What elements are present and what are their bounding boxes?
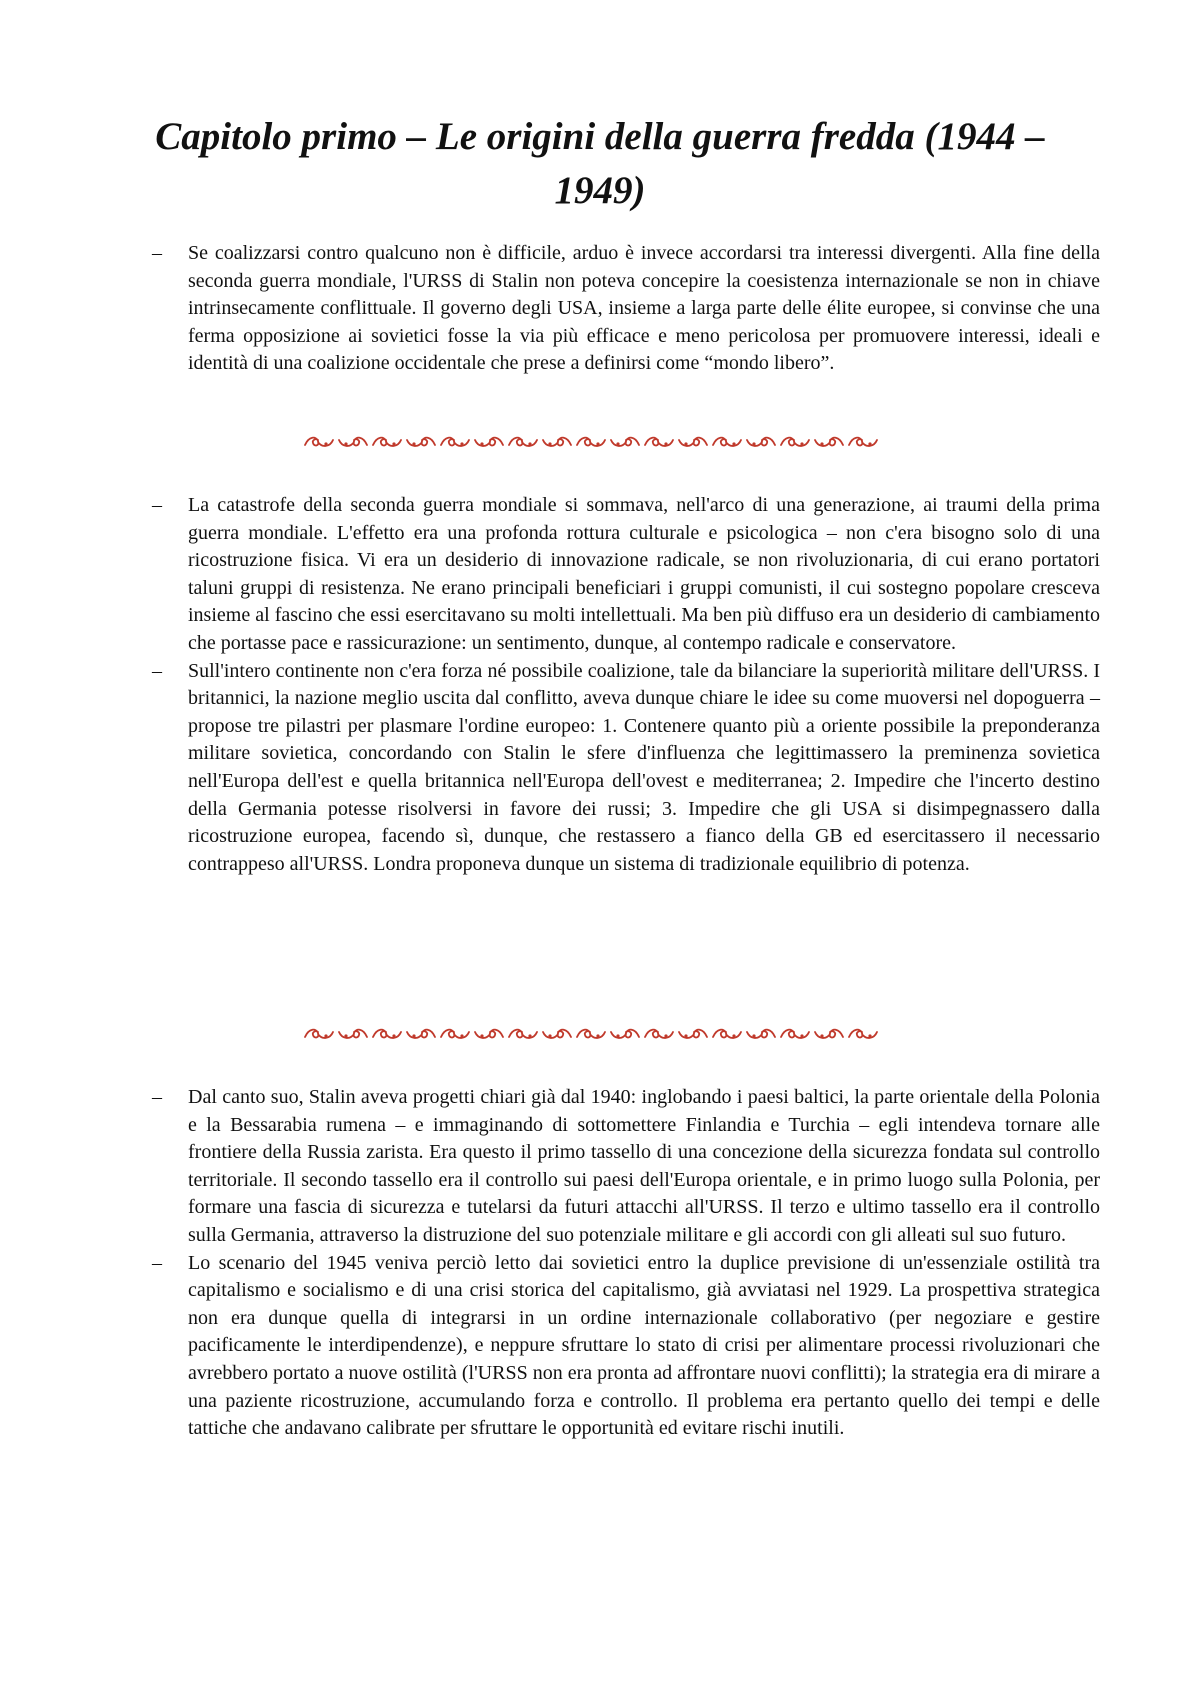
bullet-dash: – <box>152 659 162 682</box>
scroll-ornament-icon <box>679 438 707 446</box>
list-item <box>152 1084 1100 1250</box>
scroll-ornament-icon <box>407 438 435 446</box>
scroll-ornament-icon <box>747 1030 775 1038</box>
bullet-dash: – <box>152 1251 162 1274</box>
scroll-ornament-icon <box>611 438 639 446</box>
scroll-ornament-icon <box>339 1030 367 1038</box>
scroll-ornament-icon <box>781 438 809 446</box>
paragraph-text: La catastrofe della seconda guerra mondiale si sommava, nell'arco di una generazione, ai traumi della prima guerra mondiale. L'effetto era una profonda rottura culturale e psicologica – non c'era bisogno solo di una ricostruzione fisica. Vi era un desiderio di innovazione radicale, se non rivoluzionaria, di cui erano portatori taluni gruppi di resistenza. Ne erano principali beneficiari i gruppi comunisti, il cui sostegno popolare cresceva insieme al fascino che essi esercitavano su molti intellettuali. Ma ben più diffuso era un desiderio di cambiamento che portasse pace e rassicurazione: un sentimento, dunque, al contempo radicale e conservatore. <box>188 494 1100 654</box>
paragraph-text: Sull'intero continente non c'era forza né possibile coalizione, tale da bilanciare la superiorità militare dell'URSS. I britannici, la nazione meglio uscita dal conflitto, aveva dunque chiare le idee su come muoversi nel dopoguerra – propose tre pilastri per plasmare l'ordine europeo: 1. Contenere quanto più a oriente possibile la preponderanza militare sovietica, concordando con Stalin le sfere d'influenza che legittimassero la preminenza sovietica nell'Europa dell'est e quella britannica nell'Europa dell'ovest e mediterranea; 2. Impedire che l'incerto destino della Germania potesse risolversi in favore dei russi; 3. Impedire che gli USA si disimpegnassero dalla ricostruzione europea, facendo sì, dunque, che restassero a fianco della GB ed esercitassero il necessario contrappeso all'URSS. Londra proponeva dunque un sistema di tradizionale equilibrio di potenza. <box>188 659 1100 875</box>
scroll-ornament-icon <box>645 438 673 446</box>
scroll-ornament-icon <box>407 1030 435 1038</box>
scroll-ornament-icon <box>645 1030 673 1038</box>
paragraph-text: Se coalizzarsi contro qualcuno non è difficile, arduo è invece accordarsi tra interessi divergenti. Alla fine della seconda guerra mondiale, l'URSS di Stalin non poteva concepire la coesistenza internazionale se non in chiave intrinsecamente conflittuale. Il governo degli USA, insieme a larga parte delle élite europee, si convinse che una ferma opposizione ai sovietici fosse la via più efficace e meno pericolosa per promuovere interessi, ideali e identità di una coalizione occidentale che prese a definirsi come “mondo libero”. <box>188 242 1100 375</box>
scroll-ornament-icon <box>373 438 401 446</box>
scroll-ornament-icon <box>781 1030 809 1038</box>
bullet-list-section-2 <box>152 492 1100 878</box>
ornamental-divider-icon <box>298 432 902 452</box>
scroll-ornament-icon <box>849 1030 877 1038</box>
scroll-ornament-icon <box>713 1030 741 1038</box>
scroll-ornament-icon <box>339 438 367 446</box>
list-item <box>152 492 1100 658</box>
scroll-ornament-icon <box>441 438 469 446</box>
scroll-ornament-icon <box>441 1030 469 1038</box>
scroll-ornament-icon <box>713 438 741 446</box>
paragraph-text: Lo scenario del 1945 veniva perciò letto dai sovietici entro la duplice previsione di un'essenziale ostilità tra capitalismo e socialismo e di una crisi storica del capitalismo, già avviatasi nel 1929. La prospettiva strategica non era dunque quella di integrarsi in un ordine internazionale collaborativo (per negoziare e gestire pacificamente le interdipendenze), e neppure sfruttare lo stato di crisi per alimentare processi rivoluzionari che avrebbero portato a nuove ostilità (l'URSS non era pronta ad affrontare nuovi conflitti); la strategia era di mirare a una paziente ricostruzione, accumulando forza e controllo. Il problema era pertanto quello dei tempi e delle tattiche che andavano calibrate per sfruttare le opportunità ed evitare rischi inutili. <box>188 1251 1100 1440</box>
scroll-ornament-icon <box>543 438 571 446</box>
list-item <box>152 1250 1100 1443</box>
list-item <box>152 240 1100 378</box>
scroll-ornament-icon <box>305 1030 333 1038</box>
scroll-ornament-icon <box>815 438 843 446</box>
bullet-dash: – <box>152 494 162 516</box>
bullet-list-section-1 <box>152 240 1100 378</box>
scroll-ornament-icon <box>509 1030 537 1038</box>
scroll-ornament-icon <box>475 1030 503 1038</box>
bullet-dash: – <box>152 242 162 264</box>
scroll-ornament-icon <box>747 438 775 446</box>
scroll-ornament-icon <box>611 1030 639 1038</box>
scroll-ornament-icon <box>815 1030 843 1038</box>
bullet-dash: – <box>152 1086 162 1108</box>
bullet-list-section-3 <box>152 1084 1100 1443</box>
list-item <box>152 658 1100 879</box>
scroll-ornament-icon <box>849 438 877 446</box>
scroll-ornament-icon <box>543 1030 571 1038</box>
page-title: Capitolo primo – Le origini della guerra fredda (1944 – 1949) <box>155 115 1045 212</box>
scroll-ornament-icon <box>373 1030 401 1038</box>
scroll-ornament-icon <box>475 438 503 446</box>
ornamental-divider-icon <box>298 1024 902 1044</box>
scroll-ornament-icon <box>679 1030 707 1038</box>
scroll-ornament-icon <box>509 438 537 446</box>
scroll-ornament-icon <box>577 438 605 446</box>
scroll-ornament-icon <box>577 1030 605 1038</box>
paragraph-text: Dal canto suo, Stalin aveva progetti chiari già dal 1940: inglobando i paesi baltici, la parte orientale della Polonia e la Bessarabia rumena – e immaginando di sottomettere Finlandia e Turchia – egli intendeva tornare alle frontiere della Russia zarista. Era questo il primo tassello di una concezione della sicurezza fondata sul controllo territoriale. Il secondo tassello era il controllo sui paesi dell'Europa orientale, e in primo luogo sulla Polonia, per formare una fascia di sicurezza e tutelarsi da futuri attacchi all'URSS. Il terzo e ultimo tassello era il controllo sulla Germania, attraverso la distruzione del suo potenziale militare e gli accordi con gli alleati sul suo futuro. <box>188 1086 1100 1246</box>
scroll-ornament-icon <box>305 438 333 446</box>
